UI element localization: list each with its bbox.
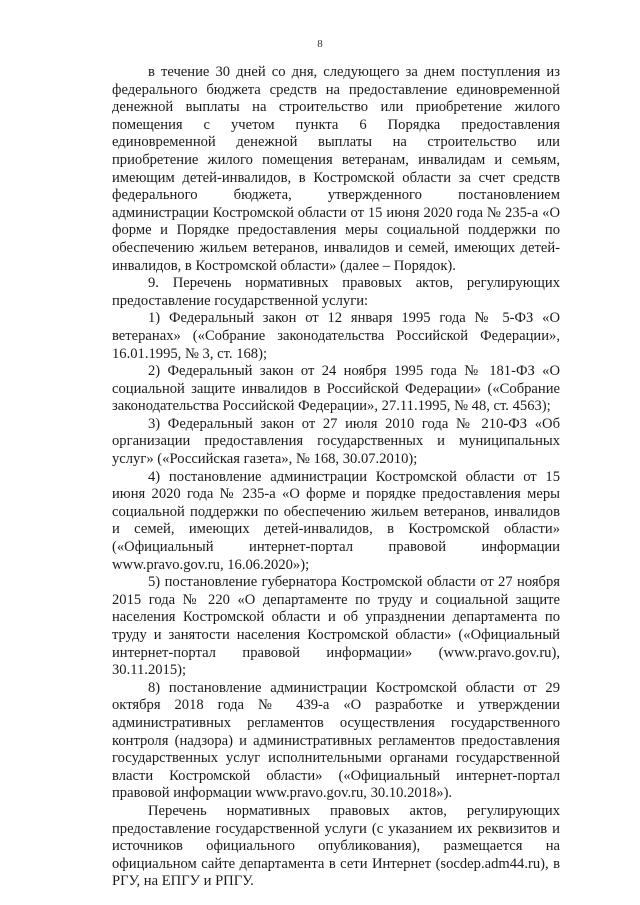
- list-item-law-services: 3) Федеральный закон от 27 июля 2010 года № 210-ФЗ «Об организации предоставления государственных и муниципальных услуг» («Российская газета», № 168, 30.07.2010);: [112, 415, 560, 468]
- list-item-resolution-220: 5) постановление губернатора Костромской области от 27 ноября 2015 года № 220 «О департаменте по труду и социальной защите населения Костромской области и об упразднении департамента по труду и занятости населения Костромской области» («Официальный интернет-портал правовой информации» (www.pravo.gov.ru), 30.11.2015);: [112, 574, 560, 679]
- paragraph-section-9-heading: 9. Перечень нормативных правовых актов, регулирующих предоставление государственной услуги:: [112, 275, 560, 309]
- list-item-law-disabled: 2) Федеральный закон от 24 ноября 1995 года № 181-ФЗ «О социальной защите инвалидов в Российской Федерации» («Собрание законодательства Российской Федерации», 27.11.1995, № 48, ст. 4563);: [112, 363, 560, 415]
- list-item-law-veterans: 1) Федеральный закон от 12 января 1995 года № 5-ФЗ «О ветеранах» («Собрание законодательства Российской Федерации», 16.01.1995, № 3, ст. 168);: [112, 310, 560, 362]
- list-item-resolution-439a: 8) постановление администрации Костромской области от 29 октября 2018 года № 439-а «О разработке и утверждении административных регламентов осуществления государственного контроля (надзора) и административных регламентов предоставления государственных услуг исполнительными органами государственной власти Костромской области» («Официальный интернет-портал правовой информации www.pravo.gov.ru, 30.10.2018»).: [112, 679, 560, 802]
- document-body: [112, 64, 560, 891]
- paragraph-deadline: в течение 30 дней со дня, следующего за днем поступления из федерального бюджета средств на предоставление единовременной денежной выплаты на строительство или приобретение жилого помещения с учетом пункта 6 Порядка предоставления единовременной денежной выплаты на строительство или приобретение жилого помещения ветеранам, инвалидам и семьям, имеющим детей-инвалидов, в Костромской области за счет средств федерального бюджета, утвержденного постановлением администрации Костромской области от 15 июня 2020 года № 235-а «О форме и Порядке предоставления меры социальной поддержки по обеспечению жильем ветеранов, инвалидов и семей, имеющих детей-инвалидов, в Костромской области» (далее – Порядок).: [112, 64, 560, 274]
- page-number: 8: [317, 38, 323, 50]
- paragraph-publication-note: Перечень нормативных правовых актов, регулирующих предоставление государственной услуги (с указанием их реквизитов и источников официального опубликования), размещается на официальном сайте департамента в сети Интернет (socdep.adm44.ru), в РГУ, на ЕПГУ и РПГУ.: [112, 802, 560, 890]
- list-item-resolution-235a: 4) постановление администрации Костромской области от 15 июня 2020 года № 235-а «О форме и порядке предоставления меры социальной поддержки по обеспечению жильем ветеранов, инвалидов и семей, имеющих детей-инвалидов, в Костромской области» («Официальный интернет-портал правовой информации www.pravo.gov.ru, 16.06.2020»);: [112, 468, 560, 573]
